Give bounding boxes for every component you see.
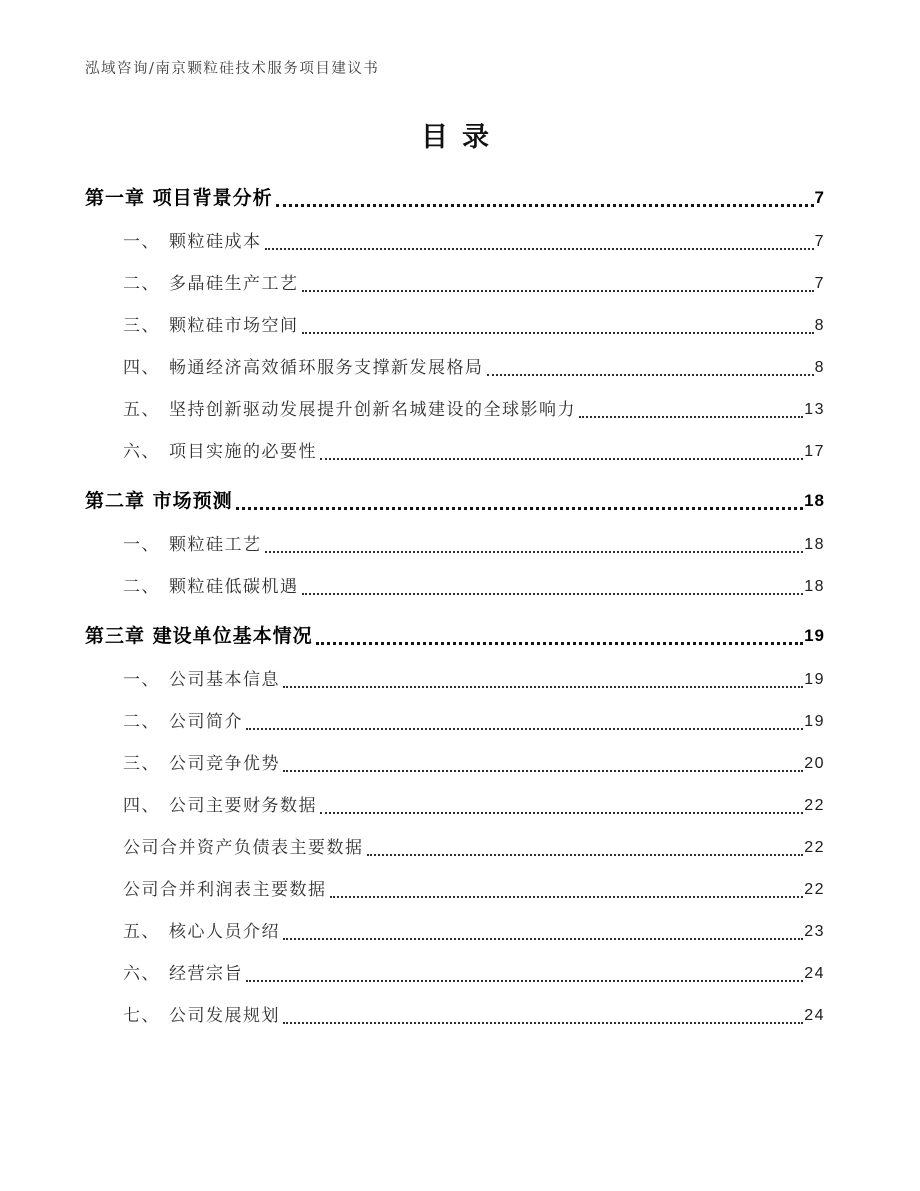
dot-leader — [316, 642, 803, 645]
toc-entry-label: 经营宗旨 — [169, 964, 243, 984]
toc-entry-label: 公司主要财务数据 — [169, 796, 317, 816]
toc-entry-label: 公司发展规划 — [169, 1006, 280, 1026]
toc-chapter-row[interactable] — [85, 185, 825, 211]
dot-leader — [302, 332, 814, 334]
toc-entry-page: 18 — [804, 491, 825, 510]
toc-item-row[interactable] — [123, 441, 825, 463]
toc-item-row[interactable] — [123, 921, 825, 943]
toc-title: 目录 — [421, 122, 503, 153]
dot-leader — [302, 290, 814, 292]
toc-entry-ordinal: 七、 — [123, 1006, 160, 1026]
toc-entry-label: 颗粒硅市场空间 — [169, 316, 299, 336]
dot-leader — [302, 593, 804, 595]
toc-entry-ordinal: 三、 — [123, 316, 160, 336]
toc-entry-label: 第一章 项目背景分析 — [85, 187, 273, 209]
dot-leader — [487, 374, 814, 376]
toc-entry-page: 17 — [804, 443, 825, 460]
toc-entry-page: 7 — [814, 188, 825, 207]
toc-entry-page: 7 — [814, 275, 825, 292]
toc-entry-label: 颗粒硅低碳机遇 — [169, 577, 299, 597]
dot-leader — [276, 204, 814, 207]
toc-entry-label: 公司合并利润表主要数据 — [123, 880, 327, 900]
toc-item-row[interactable] — [123, 795, 825, 817]
toc-item-row[interactable] — [123, 231, 825, 253]
toc-entry-ordinal: 四、 — [123, 796, 160, 816]
dot-leader — [265, 551, 804, 553]
toc-chapter-row[interactable] — [85, 488, 825, 514]
toc-section-items — [123, 231, 825, 463]
dot-leader — [246, 728, 803, 730]
toc-entry-page: 8 — [814, 359, 825, 376]
toc-entry-label: 第二章 市场预测 — [85, 490, 233, 512]
toc-item-row[interactable] — [123, 669, 825, 691]
toc-item-row[interactable] — [123, 879, 825, 901]
dot-leader — [236, 507, 803, 510]
toc-entry-page: 19 — [804, 671, 825, 688]
toc-entry-label: 颗粒硅成本 — [169, 232, 262, 252]
toc-entry-ordinal: 一、 — [123, 670, 160, 690]
toc-section-items — [123, 534, 825, 598]
document-header: 泓域咨询/南京颗粒硅技术服务项目建议书 — [85, 61, 380, 77]
toc-item-row[interactable] — [123, 357, 825, 379]
toc-entry-label: 第三章 建设单位基本情况 — [85, 625, 313, 647]
toc-entry-ordinal: 五、 — [123, 400, 160, 420]
toc-entry-ordinal: 六、 — [123, 442, 160, 462]
toc-item-row[interactable] — [123, 534, 825, 556]
toc-entry-ordinal: 一、 — [123, 535, 160, 555]
toc-item-row[interactable] — [123, 399, 825, 421]
toc-item-row[interactable] — [123, 273, 825, 295]
toc-entry-label: 多晶硅生产工艺 — [169, 274, 299, 294]
dot-leader — [265, 248, 814, 250]
toc-entry-page: 23 — [804, 923, 825, 940]
toc-entry-page: 18 — [804, 536, 825, 553]
dot-leader — [367, 854, 804, 856]
dot-leader — [283, 1022, 803, 1024]
toc-item-row[interactable] — [123, 711, 825, 733]
toc-item-row[interactable] — [123, 1005, 825, 1027]
toc-entry-ordinal: 六、 — [123, 964, 160, 984]
toc-entry-ordinal: 二、 — [123, 274, 160, 294]
toc-entry-label: 坚持创新驱动发展提升创新名城建设的全球影响力 — [169, 400, 576, 420]
toc-entry-ordinal: 五、 — [123, 922, 160, 942]
dot-leader — [330, 896, 804, 898]
toc-entry-label: 公司简介 — [169, 712, 243, 732]
toc-entry-page: 7 — [814, 233, 825, 250]
toc-entry-page: 18 — [804, 578, 825, 595]
toc-entry-page: 22 — [804, 797, 825, 814]
toc-item-row[interactable] — [123, 576, 825, 598]
toc-entry-page: 22 — [804, 881, 825, 898]
dot-leader — [320, 812, 803, 814]
toc-entry-page: 24 — [804, 965, 825, 982]
toc-section-1 — [85, 185, 825, 463]
toc-item-row[interactable] — [123, 753, 825, 775]
toc-entry-label: 核心人员介绍 — [169, 922, 280, 942]
dot-leader — [283, 686, 803, 688]
toc-entry-page: 19 — [804, 713, 825, 730]
dot-leader — [283, 938, 803, 940]
toc-entry-label: 畅通经济高效循环服务支撑新发展格局 — [169, 358, 484, 378]
toc-section-2 — [85, 488, 825, 598]
toc-entry-page: 13 — [804, 401, 825, 418]
toc-section-items — [123, 669, 825, 1027]
toc-entry-ordinal: 二、 — [123, 577, 160, 597]
toc-entry-page: 24 — [804, 1007, 825, 1024]
dot-leader — [283, 770, 803, 772]
toc-entry-label: 公司合并资产负债表主要数据 — [123, 838, 364, 858]
toc-section-3 — [85, 623, 825, 1027]
toc-entry-label: 公司基本信息 — [169, 670, 280, 690]
toc-entry-page: 8 — [814, 317, 825, 334]
toc-entry-page: 20 — [804, 755, 825, 772]
toc-entry-label: 颗粒硅工艺 — [169, 535, 262, 555]
toc-item-row[interactable] — [123, 837, 825, 859]
toc-entry-page: 22 — [804, 839, 825, 856]
toc-item-row[interactable] — [123, 963, 825, 985]
toc-entry-ordinal: 四、 — [123, 358, 160, 378]
toc-entry-ordinal: 一、 — [123, 232, 160, 252]
toc-item-row[interactable] — [123, 315, 825, 337]
toc-entry-ordinal: 三、 — [123, 754, 160, 774]
dot-leader — [246, 980, 803, 982]
toc-chapter-row[interactable] — [85, 623, 825, 649]
toc-entry-ordinal: 二、 — [123, 712, 160, 732]
toc-entry-page: 19 — [804, 626, 825, 645]
dot-leader — [579, 416, 803, 418]
toc-entry-label: 公司竞争优势 — [169, 754, 280, 774]
toc-entry-label: 项目实施的必要性 — [169, 442, 317, 462]
dot-leader — [320, 458, 803, 460]
toc-entries — [85, 185, 825, 1027]
